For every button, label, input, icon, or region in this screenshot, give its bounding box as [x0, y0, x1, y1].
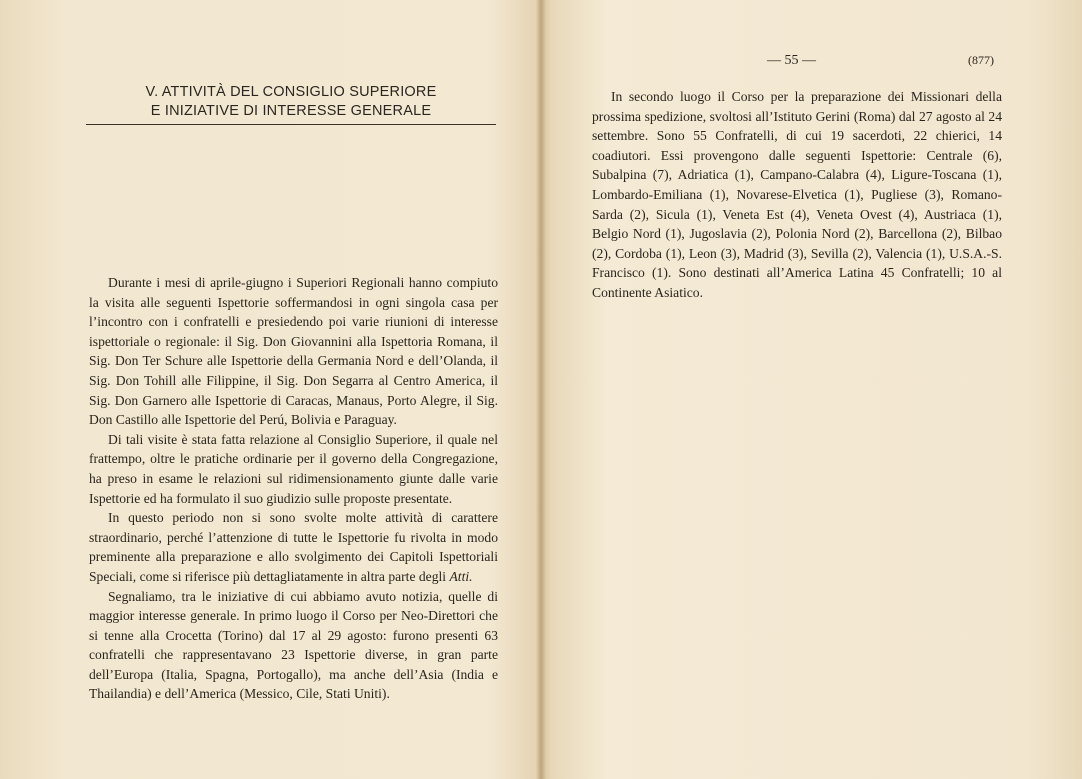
paragraph-3-text: In questo periodo non si sono svolte molte attività di carattere straordinario, perché l’attenzione di tutte le Ispettorie fu rivolta in modo preminente alla preparazione e allo svolgimento dei Capitoli Ispettoriali Speciali, come si riferisce più dettagliatamente in altra parte degli: [89, 510, 498, 584]
paragraph-3: [89, 508, 498, 586]
right-body-text: [592, 87, 1002, 303]
page-number: — 55 —: [767, 53, 816, 68]
paragraph-4: Segnaliamo, tra le iniziative di cui abbiamo avuto notizia, quelle di maggior interesse generale. In primo luogo il Corso per Neo-Direttori che si tenne alla Crocetta (Torino) dal 17 al 29 agosto: furono presenti 63 confratelli che rappresentavano 23 Ispettorie diverse, in gran parte dell’Europa (Italia, Spagna, Portogallo), ma anche dell’Asia (India e Thailandia) e dell’America (Messico, Cile, Stati Uniti).: [89, 588, 498, 702]
heading-rule: [86, 124, 496, 125]
right-paragraph: In secondo luogo il Corso per la preparazione dei Missionari della prossima spedizione, svoltosi all’Istituto Gerini (Roma) dal 27 agosto al 24 settembre. Sono 55 Confratelli, di cui 19 sacerdoti, 22 chierici, 14 coadiutori. Essi provengono dalle seguenti Ispettorie: Centrale (6), Subalpina (7), Adriatica (1), Campano-Calabra (4), Ligure-Toscana (1), Lombardo-Emiliana (1), Novarese-Elvetica (1), Pugliese (3), Romano-Sarda (2), Sicula (1), Veneta Est (4), Veneta Ovest (4), Austriaca (1), Belgio Nord (1), Jugoslavia (2), Polonia Nord (2), Barcellona (2), Bilbao (2), Cordoba (1), Leon (3), Madrid (3), Sevilla (2), Valencia (1), U.S.A.-S. Francisco (1). Sono destinati all’America Latina 45 Confratelli; 10 al Continente Asiatico.: [592, 89, 1002, 300]
heading-line-2: E INIZIATIVE DI INTERESSE GENERALE: [150, 103, 432, 119]
section-heading: [86, 83, 496, 121]
atti-word: Atti.: [449, 568, 473, 584]
left-body-text: [89, 273, 498, 704]
paragraph-2: Di tali visite è stata fatta relazione al Consiglio Superiore, il quale nel frattempo, oltre le pratiche ordinarie per il governo della Congregazione, ha preso in esame le relazioni sul ridimensionamento giunte dalle varie Ispettorie ed ha formulato il suo giudizio sulle proposte presentate.: [89, 431, 498, 506]
heading-line-1: V. ATTIVITÀ DEL CONSIGLIO SUPERIORE: [145, 84, 437, 100]
paragraph-1: Durante i mesi di aprile-giugno i Superiori Regionali hanno compiuto la visita alle seguenti Ispettorie soffermandosi in ogni singola casa per l’incontro con i confratelli e presiedendo poi varie riunioni di interesse ispettoriale o regionale: il Sig. Don Giovannini alla Ispettoria Romana, il Sig. Don Ter Schure alle Ispettorie della Germania Nord e dell’Olanda, il Sig. Don Tohill alle Filippine, il Sig. Don Segarra al Centro America, il Sig. Don Garnero alle Ispettorie di Caracas, Manaus, Porto Alegre, il Sig. Don Castillo alle Ispettorie del Perú, Bolivia e Paraguay.: [89, 275, 498, 428]
running-number: (877): [968, 53, 994, 67]
